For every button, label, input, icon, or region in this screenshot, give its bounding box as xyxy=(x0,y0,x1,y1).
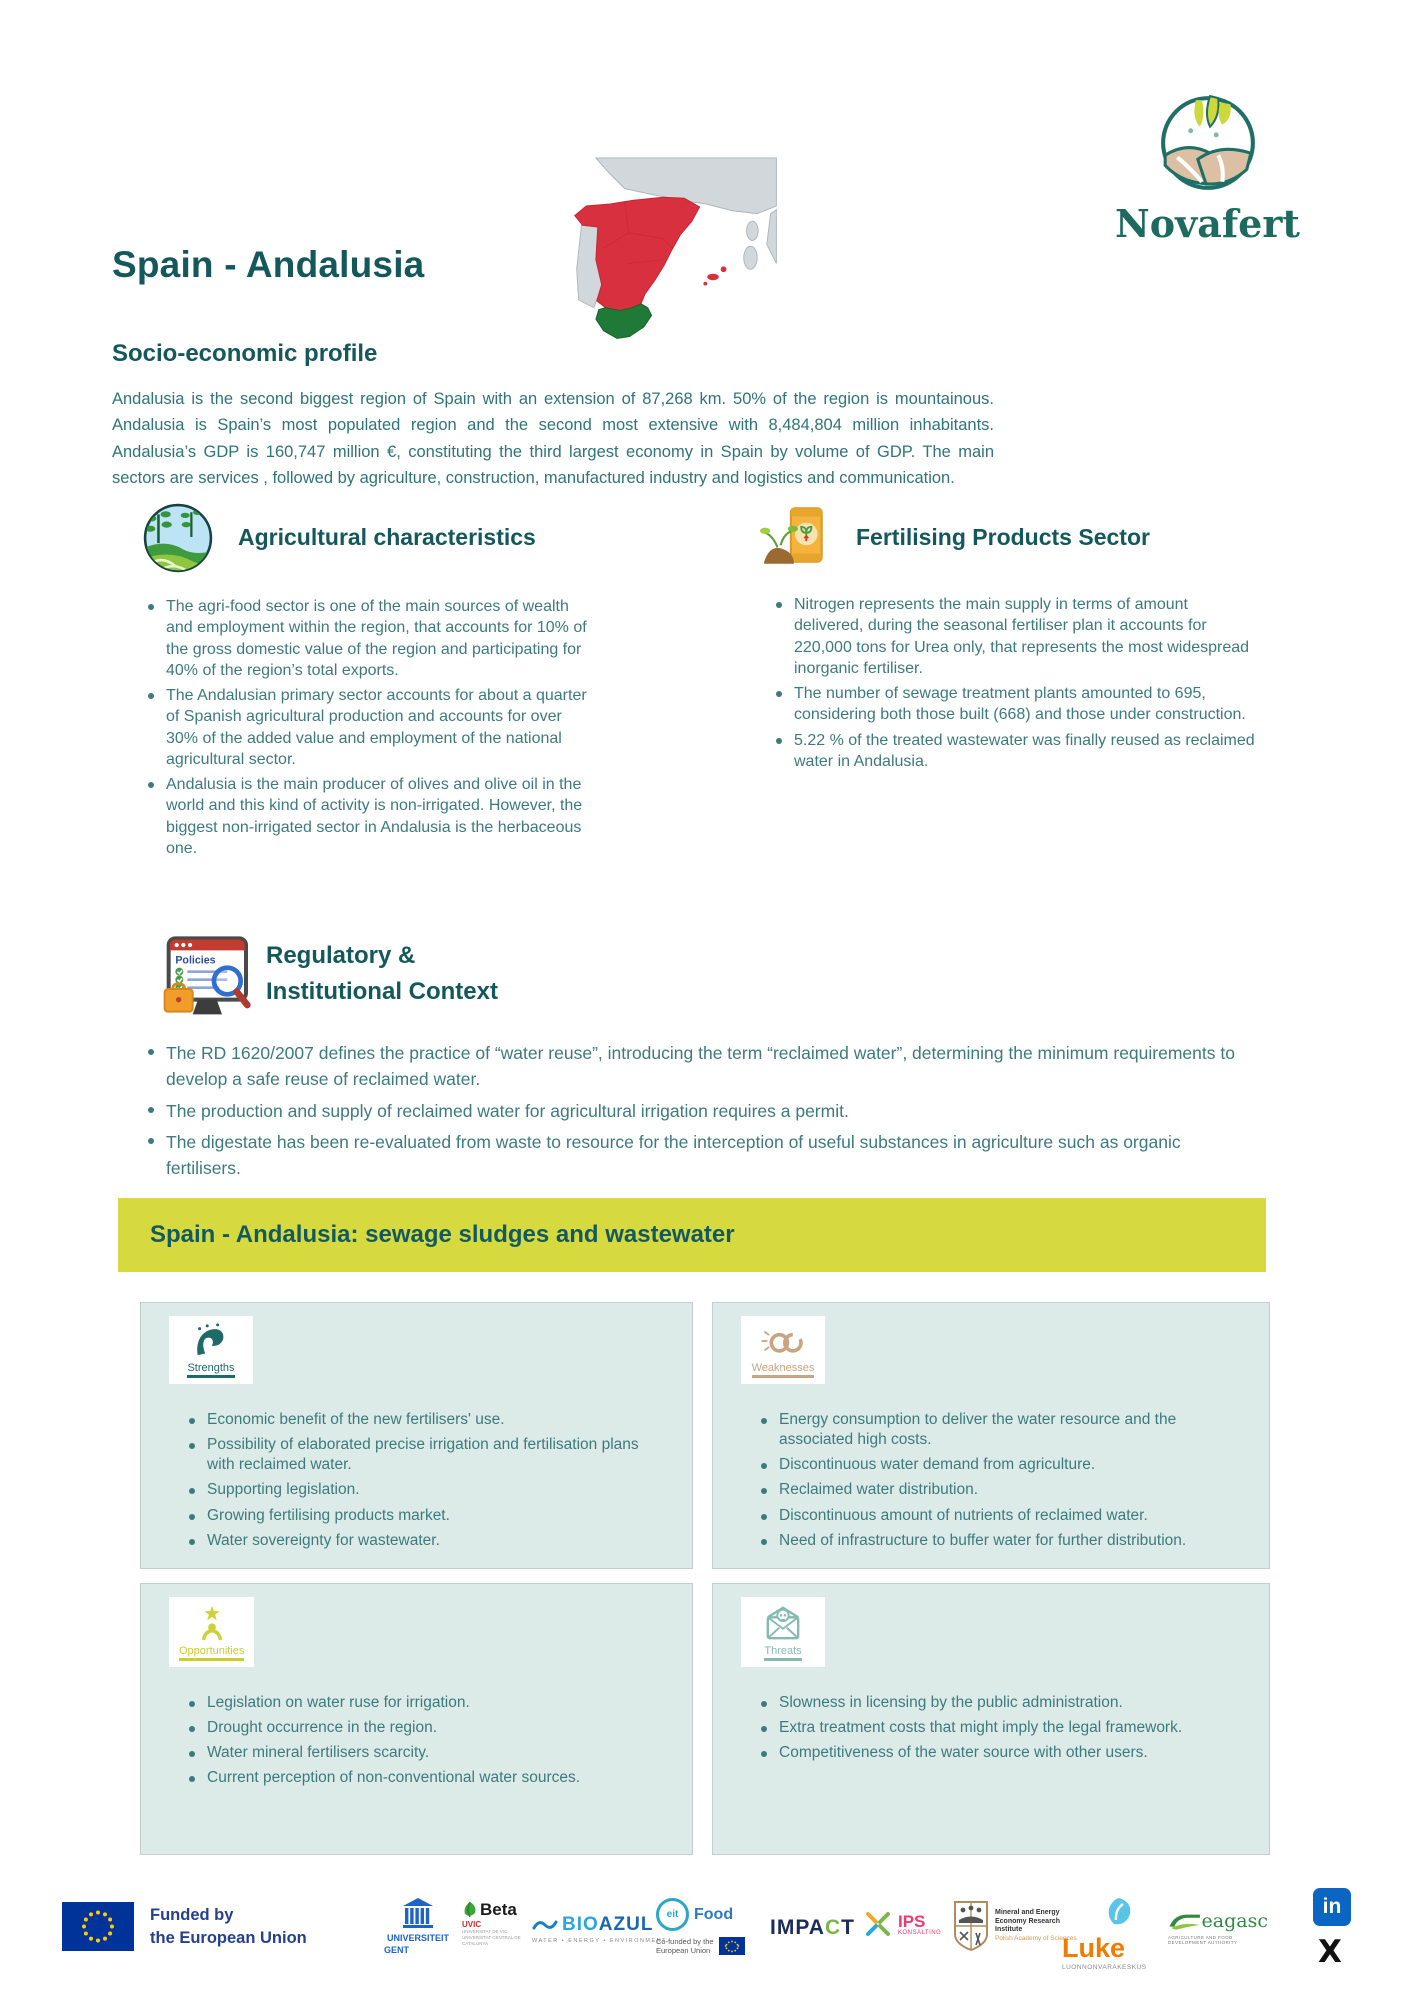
mineral-crest-icon xyxy=(952,1900,990,1952)
teagasc-name: eagasc xyxy=(1201,1910,1268,1932)
bullet-item: Andalusia is the main producer of olives and olive oil in the world and this kind of activity is non-irrigated. However, the biggest non-irrigated sector in Andalusia is the herbaceous one. xyxy=(140,774,592,859)
weaknesses-bullet-list xyxy=(741,1410,1245,1551)
agri-title: Agricultural characteristics xyxy=(238,524,536,550)
opportunities-tile xyxy=(169,1597,254,1667)
reg-title-line1: Regulatory & xyxy=(266,942,416,969)
bullet-item: Nitrogen represents the main supply in terms of amount delivered, during the seasonal fertiliser plan it accounts for 220,000 tons for Urea only, that represents the most widespread inorganic fertiliser. xyxy=(768,594,1260,679)
bullet-item: Competitiveness of the water source with other users. xyxy=(753,1743,1245,1763)
bullet-item: Water mineral fertilisers scarcity. xyxy=(181,1743,668,1763)
ugent-logo xyxy=(378,1898,458,1956)
strengths-tile xyxy=(169,1316,253,1384)
eit-food-logo xyxy=(656,1898,766,1956)
bullet-item: The digestate has been re-evaluated from waste to resource for the interception of useful substances in agriculture such as organic fertilisers. xyxy=(140,1129,1250,1182)
envelope-skull-icon xyxy=(761,1604,805,1642)
luke-leaf-icon xyxy=(1102,1896,1136,1930)
linkedin-icon[interactable]: in xyxy=(1313,1888,1351,1926)
opportunities-label: Opportunities xyxy=(179,1645,244,1661)
ugent-line2: GENT xyxy=(384,1944,410,1955)
eu-funding-line2: the European Union xyxy=(150,1928,307,1947)
bullet-item: The production and supply of reclaimed water for agricultural irrigation requires a permit. xyxy=(140,1098,1250,1124)
person-star-icon xyxy=(192,1604,232,1642)
threats-bullet-list xyxy=(741,1693,1245,1763)
bullet-item: Possibility of elaborated precise irrigation and fertilisation plans with reclaimed water. xyxy=(181,1435,668,1475)
threats-label: Threats xyxy=(764,1645,801,1661)
impact-part3: T xyxy=(841,1916,855,1939)
bioazul-bio: BIO xyxy=(562,1914,599,1935)
strength-arm-icon xyxy=(191,1323,231,1359)
weaknesses-tile xyxy=(741,1316,825,1384)
bullet-item: Current perception of non-conventional water sources. xyxy=(181,1768,668,1788)
eit-cofund-line2: European Union xyxy=(656,1946,711,1956)
bullet-item: Economic benefit of the new fertilisers' use. xyxy=(181,1410,668,1430)
impact-part1: IMPA xyxy=(770,1916,825,1939)
teagasc-swoosh-icon xyxy=(1168,1908,1202,1934)
uvic-label: UVIC xyxy=(462,1920,482,1929)
beta-leaf-icon xyxy=(462,1901,478,1919)
bullet-item: Discontinuous water demand from agriculture. xyxy=(753,1455,1245,1475)
policies-monitor-icon xyxy=(158,930,258,1024)
uvic-tiny2: UNIVERSITAT CENTRAL DE CATALUNYA xyxy=(462,1934,521,1946)
x-twitter-icon[interactable]: X xyxy=(1318,1934,1342,1970)
luke-name: Luke xyxy=(1062,1933,1126,1963)
ips-sub: KONSALTING xyxy=(898,1929,942,1936)
opportunities-bullet-list xyxy=(169,1693,668,1789)
eit-circle-icon: eit xyxy=(656,1898,689,1931)
bullet-item: Legislation on water ruse for irrigation. xyxy=(181,1693,668,1713)
brand-name: Novafert xyxy=(1115,201,1300,246)
novafert-logo xyxy=(1100,92,1315,246)
eu-flag-small-icon xyxy=(719,1937,745,1955)
bioazul-azul: AZUL xyxy=(598,1914,654,1935)
threats-box xyxy=(712,1583,1270,1855)
impact-logo xyxy=(770,1916,855,1940)
beta-name: Beta xyxy=(480,1900,517,1919)
strengths-bullet-list xyxy=(169,1410,668,1551)
socio-title: Socio-economic profile xyxy=(112,340,378,367)
eit-food-name: Food xyxy=(694,1905,734,1923)
ips-logo xyxy=(864,1910,941,1938)
bullet-item: Energy consumption to deliver the water resource and the associated high costs. xyxy=(753,1410,1245,1450)
ugent-line1: UNIVERSITEIT xyxy=(386,1933,449,1944)
bullet-item: Extra treatment costs that might imply the legal framework. xyxy=(753,1718,1245,1738)
ugent-building-icon xyxy=(401,1898,435,1930)
reg-bullet-list xyxy=(140,1040,1250,1186)
banner-title: Spain - Andalusia: sewage sludges and wastewater xyxy=(150,1221,735,1248)
fert-bullet-list xyxy=(768,594,1260,776)
bioazul-wave-icon xyxy=(532,1917,558,1933)
uvic-tiny1: UNIVERSITAT DE VIC xyxy=(462,1929,508,1934)
reg-title-line2: Institutional Context xyxy=(266,978,498,1005)
luke-sub: LUONNONVARAKESKUS xyxy=(1062,1964,1147,1971)
bullet-item: Water sovereignty for wastewater. xyxy=(181,1531,668,1551)
mineral-line3: Institute xyxy=(995,1926,1023,1934)
ips-x-icon xyxy=(864,1910,892,1938)
opportunities-box xyxy=(140,1583,693,1855)
bullet-item: Reclaimed water distribution. xyxy=(753,1480,1245,1500)
bullet-item: Drought occurrence in the region. xyxy=(181,1718,668,1738)
impact-part2: C xyxy=(824,1916,842,1939)
eit-cofund-text xyxy=(656,1937,714,1956)
svg-text:Policies: Policies xyxy=(175,954,216,967)
eu-flag-icon xyxy=(62,1902,134,1951)
bullet-item: Growing fertilising products market. xyxy=(181,1506,668,1526)
mineral-line1: Mineral and Energy xyxy=(995,1908,1060,1916)
reg-title xyxy=(266,942,498,1006)
page-title: Spain - Andalusia xyxy=(112,244,425,285)
strengths-box xyxy=(140,1302,693,1569)
eu-funding-logo xyxy=(62,1902,307,1951)
threats-tile xyxy=(741,1597,825,1667)
mineral-institute-logo xyxy=(952,1900,1077,1952)
bullet-item: The RD 1620/2007 defines the practice of “water reuse”, introducing the term “reclaimed water”, determining the minimum requirements to develop a safe reuse of reclaimed water. xyxy=(140,1040,1250,1093)
teagasc-sub: AGRICULTURE AND FOOD DEVELOPMENT AUTHORITY xyxy=(1168,1935,1238,1945)
agri-bullet-list xyxy=(140,596,592,863)
eu-funding-text xyxy=(150,1904,307,1949)
bullet-item: The Andalusian primary sector accounts for about a quarter of Spanish agricultural production and accounts for over 30% of the added value and employment of the national agricultural sector. xyxy=(140,685,592,770)
agriculture-field-icon xyxy=(142,502,214,574)
bullet-item: Supporting legislation. xyxy=(181,1480,668,1500)
mineral-line4: Polish Academy of Sciences xyxy=(995,1935,1077,1943)
bullet-item: Slowness in licensing by the public administration. xyxy=(753,1693,1245,1713)
weaknesses-box xyxy=(712,1302,1270,1569)
weaknesses-label: Weaknesses xyxy=(752,1362,815,1378)
eu-funding-line1: Funded by xyxy=(150,1906,234,1925)
eit-cofund-line1: Co-funded by the xyxy=(656,1937,714,1946)
ips-name: IPS xyxy=(898,1911,926,1931)
teagasc-logo xyxy=(1168,1908,1268,1945)
bullet-item: 5.22 % of the treated wastewater was finally reused as reclaimed water in Andalusia. xyxy=(768,730,1260,773)
bioazul-tagline: WATER • ENERGY • ENVIRONMENT xyxy=(532,1938,667,1944)
broken-chain-icon xyxy=(761,1323,805,1359)
fertiliser-bag-icon xyxy=(760,500,832,572)
bullet-item: Need of infrastructure to buffer water for further distribution. xyxy=(753,1531,1245,1551)
bullet-item: Discontinuous amount of nutrients of reclaimed water. xyxy=(753,1506,1245,1526)
section-banner xyxy=(118,1198,1266,1272)
socio-paragraph: Andalusia is the second biggest region of Spain with an extension of 87,268 km. 50% of the region is mountainous. Andalusia is Spain’s most populated region and the second most extensive with 8,484,804 million inhabitants. Andalusia’s GDP is 160,747 million €, constituting the third largest economy in Spain by volume of GDP. The main sectors are services , followed by agriculture, construction, manufactured industry and logistics and communication. xyxy=(112,390,994,488)
mineral-line2: Economy Research xyxy=(995,1917,1060,1925)
fert-title: Fertilising Products Sector xyxy=(856,524,1150,550)
bullet-item: The number of sewage treatment plants amounted to 695, considering both those built (668) and those under construction. xyxy=(768,683,1260,726)
luke-logo xyxy=(1062,1896,1154,1971)
bullet-item: The agri-food sector is one of the main sources of wealth and employment within the region, that accounts for 10% of the gross domestic value of the region and participating for 40% of the region’s total exports. xyxy=(140,596,592,681)
strengths-label: Strengths xyxy=(187,1362,234,1378)
novafert-logo-icon xyxy=(1157,92,1259,194)
spain-andalusia-map xyxy=(526,156,781,348)
bioazul-logo xyxy=(532,1914,667,1944)
beta-uvic-logo xyxy=(462,1900,534,1947)
